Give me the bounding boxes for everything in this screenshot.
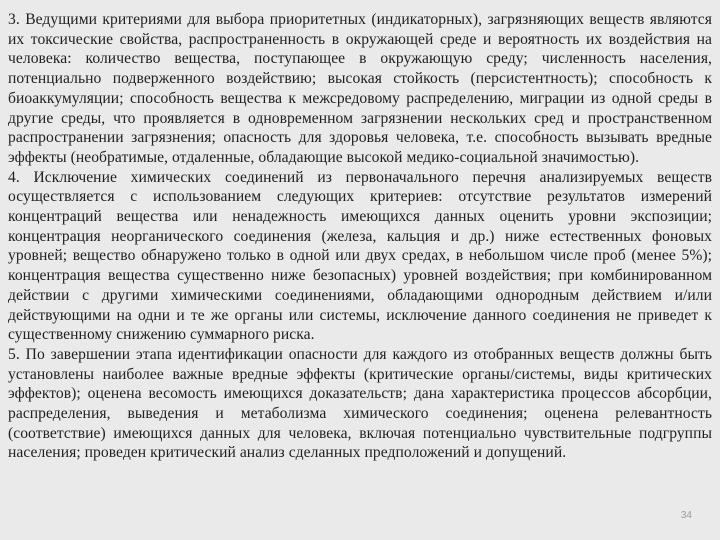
paragraph-5-hazard-identification: 5. По завершении этапа идентификации опасности для каждого из отобранных веществ должны быть установлены наиболее важные вредные эффекты (критические органы/системы, виды критических эффектов); оценена весомость имеющихся доказательств; дана характеристика процессов абсорбции, распределения, выведения и метаболизма химического соединения; оценена релевантность (соответствие) имеющихся данных для человека, включая потенциально чувствительные подгруппы населения; проведен критический анализ сделанных предположений и допущений. xyxy=(8,345,712,462)
paragraph-4-exclusion-criteria: 4. Исключение химических соединений из первоначального перечня анализируемых веществ осуществляется с использованием следующих критериев: отсутствие результатов измерений концентраций вещества или ненадежность имеющихся данных оценить уровни экспозиции; концентрация неорганического соединения (железа, кальция и др.) ниже естественных фоновых уровней; вещество обнаружено только в одной или двух средах, в небольшом числе проб (менее 5%); концентрация вещества существенно ниже безопасных) уровней воздействия; при комбинированном действии с другими химическими соединениями, обладающими однородным действием и/или действующими на одни и те же органы или системы, исключение данного соединения не приведет к существенному снижению суммарного риска. xyxy=(8,168,712,344)
paragraph-3-selection-criteria: 3. Ведущими критериями для выбора приоритетных (индикаторных), загрязняющих веществ являются их токсические свойства, распространенность в окружающей среде и вероятность их воздействия на человека: количество вещества, поступающее в окружающую среду; численность населения, потенциально подверженного воздействию; высокая стойкость (персистентность); способность к биоаккумуляции; способность вещества к межсредовому распределению, миграции из одной среды в другие среды, что проявляется в одновременном загрязнении нескольких сред и пространственном распространении загрязнения; опасность для здоровья человека, т.е. способность вызывать вредные эффекты (необратимые, отдаленные, обладающие высокой медико-социальной значимостью). xyxy=(8,11,712,166)
page-number: 34 xyxy=(680,510,692,521)
